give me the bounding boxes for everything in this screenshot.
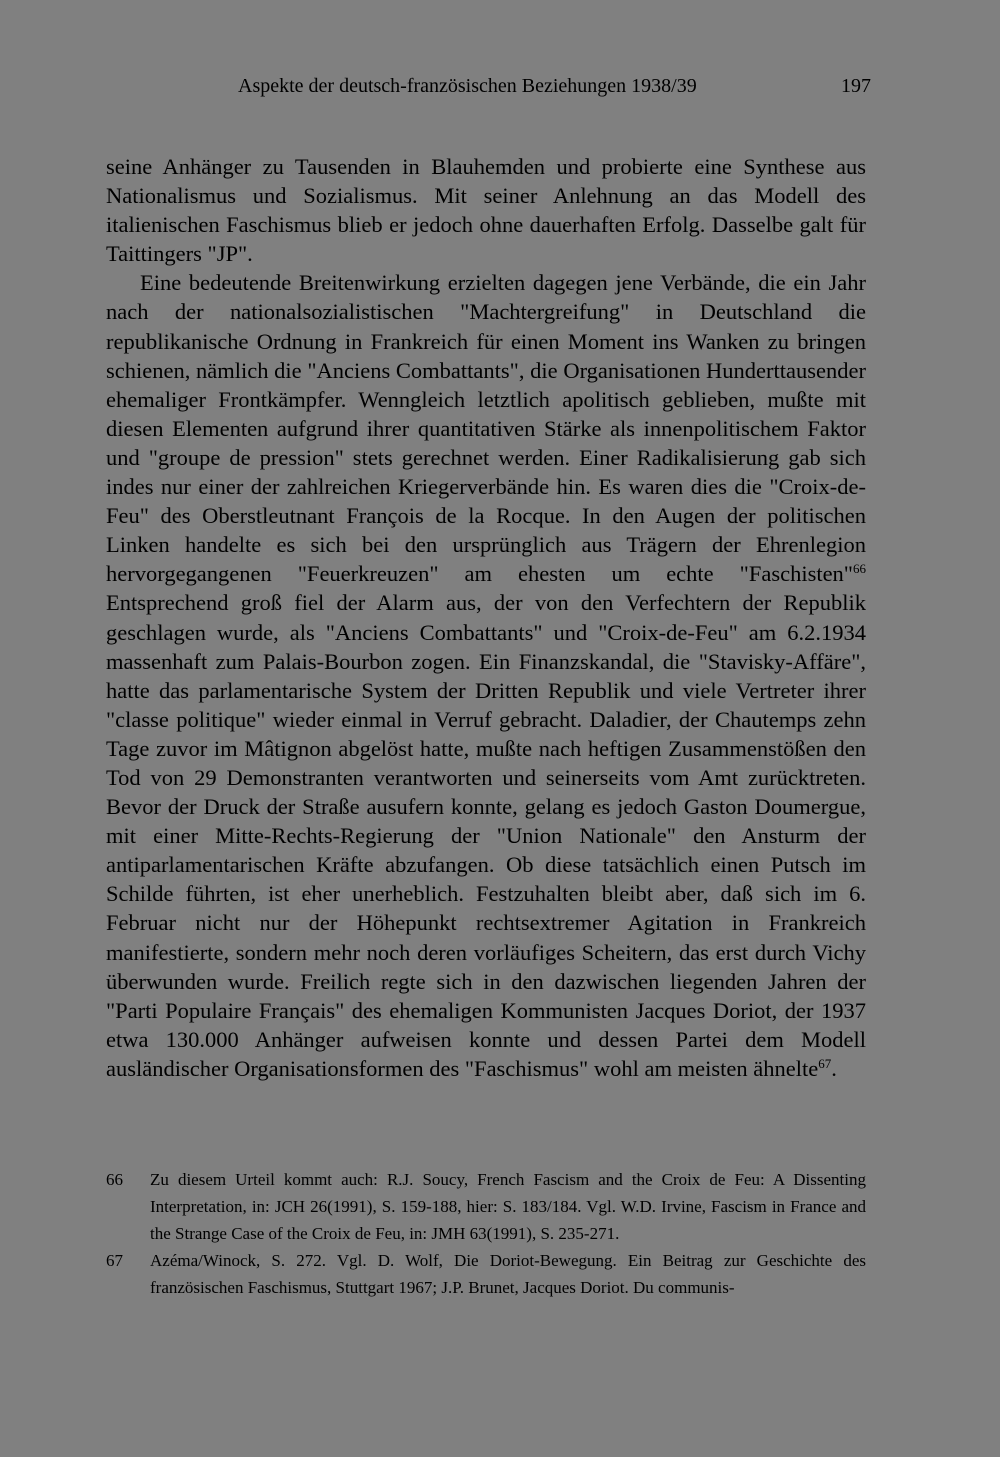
paragraph-2	[106, 268, 866, 1083]
paragraph-2-part-b: Entsprechend groß fiel der Alarm aus, der von den Verfechtern der Republik geschlagen wurde, als "Anciens Combattants" und "Croix-de-Feu" am 6.2.1934 massenhaft zum Palais-Bourbon zogen. Ein Finanzskandal, die "Stavisky-Affäre", hatte das parlamentarische System der Dritten Republik und viele Vertreter ihrer "classe politique" wieder einmal in Verruf gebracht. Daladier, der Chautemps zehn Tage zuvor im Mâtignon abgelöst hatte, mußte nach heftigen Zusammenstößen den Tod von 29 Demonstranten verantworten und seinerseits vom Amt zurücktreten. Bevor der Druck der Straße ausufern konnte, gelang es jedoch Gaston Doumergue, mit einer Mitte-Rechts-Regierung der "Union Nationale" den Ansturm der antiparlamentarischen Kräfte abzufangen. Ob diese tatsächlich einen Putsch im Schilde führten, ist eher unerheblich. Festzuhalten bleibt aber, daß sich im 6. Februar nicht nur der Höhepunkt rechtsextremer Agitation in Frankreich manifestierte, sondern mehr noch deren vorläufiges Scheitern, das erst durch Vichy überwunden wurde. Freilich regte sich in den dazwischen liegenden Jahren der "Parti Populaire Français" des ehemaligen Kommunisten Jacques Doriot, der 1937 etwa 130.000 Anhänger aufweisen konnte und dessen Partei dem Modell ausländischer Organisationsformen des "Faschismus" wohl am meisten ähnelte	[106, 590, 866, 1081]
running-title: Aspekte der deutsch-französischen Beziehungen 1938/39	[238, 75, 697, 97]
paragraph-2-part-a: Eine bedeutende Breitenwirkung erzielten dagegen jene Verbände, die ein Jahr nach der nationalsozialistischen "Machtergreifung" in Deutschland die republikanische Ordnung in Frankreich für einen Moment ins Wanken zu bringen schienen, nämlich die "Anciens Combattants", die Organisationen Hunderttausender ehemaliger Frontkämpfer. Wenngleich letztlich apolitisch geblieben, mußte mit diesen Elementen aufgrund ihrer quantitativen Stärke als innenpolitischem Faktor und "groupe de pression" stets gerechnet werden. Einer Radikalisierung gab sich indes nur einer der zahlreichen Kriegerverbände hin. Es waren dies die "Croix-de-Feu" des Oberstleutnant François de la Rocque. In den Augen der politischen Linken handelte es sich bei den ursprünglich aus Trägern der Ehrenlegion hervorgegangenen "Feuerkreuzen" am ehesten um echte "Faschisten"	[106, 270, 866, 587]
footnote-ref-67[interactable]: 67	[818, 1055, 832, 1071]
footnote-number: 67	[106, 1251, 123, 1270]
footnote-67	[106, 1247, 866, 1301]
footnote-number: 66	[106, 1170, 123, 1189]
paragraph-1: seine Anhänger zu Tausenden in Blauhemden und probierte eine Synthese aus Nationalismus und Sozialismus. Mit seiner Anlehnung an das Modell des italienischen Faschismus blieb er jedoch ohne dauerhaften Erfolg. Dasselbe galt für Taittingers "JP".	[106, 154, 866, 267]
footnote-ref-66[interactable]: 66	[853, 561, 866, 577]
footnote-text: Azéma/Winock, S. 272. Vgl. D. Wolf, Die Doriot-Bewegung. Ein Beitrag zur Geschichte des französischen Faschismus, Stuttgart 1967; J.P. Brunet, Jacques Doriot. Du communis-	[150, 1251, 866, 1297]
main-text	[106, 152, 866, 1083]
paragraph-2-end: .	[831, 1055, 837, 1081]
footnote-66	[106, 1166, 866, 1247]
footnote-text: Zu diesem Urteil kommt auch: R.J. Soucy, French Fascism and the Croix de Feu: A Dissenting Interpretation, in: JCH 26(1991), S. 159-188, hier: S. 183/184. Vgl. W.D. Irvine, Fascism in France and the Strange Case of the Croix de Feu, in: JMH 63(1991), S. 235-271.	[150, 1170, 866, 1243]
page-number: 197	[841, 75, 871, 97]
footnotes	[106, 1166, 866, 1301]
